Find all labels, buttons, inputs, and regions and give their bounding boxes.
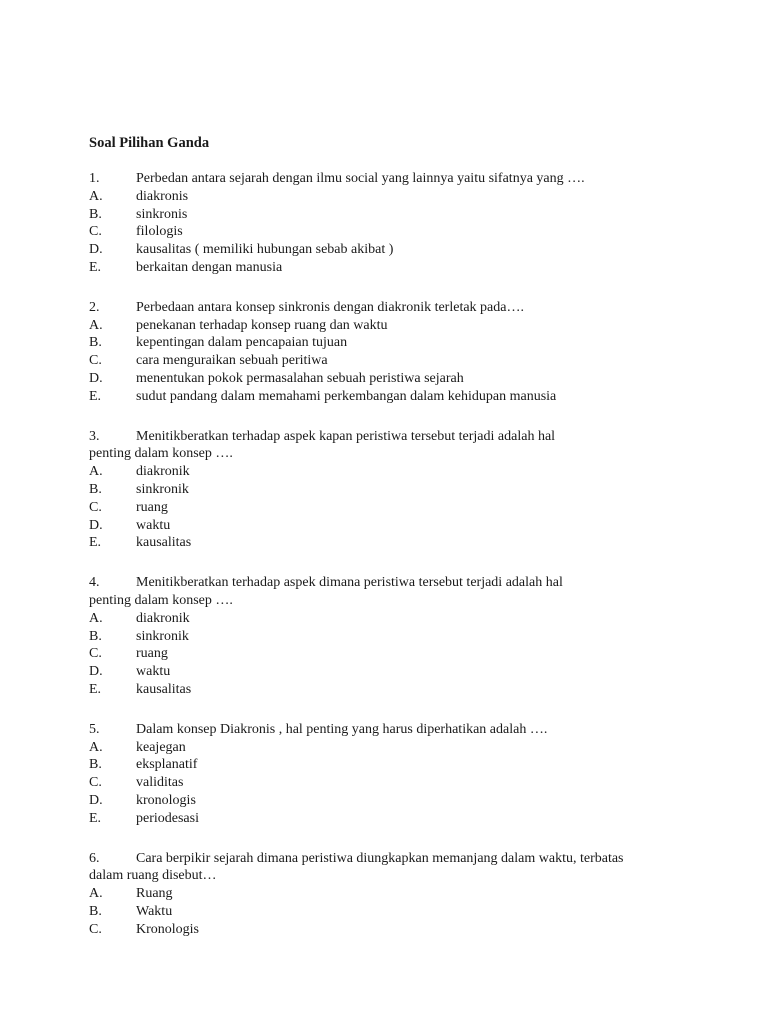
answer-option	[89, 534, 729, 552]
option-letter: E.	[89, 810, 102, 826]
question-text: Dalam konsep Diakronis , hal penting yang harus diperhatikan adalah ….	[136, 721, 548, 737]
answer-option	[89, 259, 729, 277]
question-stem	[89, 299, 729, 317]
answer-option	[89, 645, 729, 663]
question-number: 3.	[89, 428, 100, 444]
option-text: periodesasi	[136, 810, 199, 826]
option-letter: D.	[89, 242, 103, 258]
option-text: sudut pandang dalam memahami perkembangan dalam kehidupan manusia	[136, 388, 557, 404]
question-2	[89, 299, 729, 406]
question-text-continued: penting dalam konsep ….	[89, 446, 233, 462]
answer-option	[89, 774, 729, 792]
answer-option	[89, 334, 729, 352]
option-letter: A.	[89, 610, 103, 626]
question-6	[89, 850, 729, 939]
answer-option	[89, 206, 729, 224]
question-text-continued: dalam ruang disebut…	[89, 868, 217, 884]
answer-option	[89, 792, 729, 810]
option-text: kausalitas	[136, 535, 192, 551]
option-letter: C.	[89, 499, 102, 515]
option-letter: E.	[89, 259, 102, 275]
answer-option	[89, 903, 729, 921]
option-text: Ruang	[136, 886, 173, 902]
question-number: 5.	[89, 721, 100, 737]
option-text: waktu	[136, 664, 171, 680]
option-letter: D.	[89, 370, 103, 386]
option-letter: E.	[89, 535, 102, 551]
question-text-continued: penting dalam konsep ….	[89, 592, 233, 608]
option-letter: B.	[89, 206, 102, 222]
option-letter: E.	[89, 681, 102, 697]
option-text: keajegan	[136, 739, 186, 755]
option-text: validitas	[136, 775, 184, 791]
option-text: diakronik	[136, 464, 190, 480]
question-stem	[89, 574, 729, 592]
option-letter: B.	[89, 481, 102, 497]
option-text: eksplanatif	[136, 757, 198, 773]
option-text: diakronis	[136, 188, 189, 204]
question-stem	[89, 850, 729, 868]
option-letter: B.	[89, 628, 102, 644]
question-number: 2.	[89, 299, 100, 315]
answer-option	[89, 352, 729, 370]
document-page	[89, 130, 729, 938]
answer-option	[89, 499, 729, 517]
answer-option	[89, 628, 729, 646]
option-text: diakronik	[136, 610, 190, 626]
answer-option	[89, 317, 729, 335]
answer-option	[89, 756, 729, 774]
question-text: Menitikberatkan terhadap aspek dimana peristiwa tersebut terjadi adalah hal	[136, 575, 563, 591]
answer-option	[89, 885, 729, 903]
option-letter: A.	[89, 317, 103, 333]
option-letter: C.	[89, 353, 102, 369]
option-letter: B.	[89, 903, 102, 919]
option-text: filologis	[136, 224, 183, 240]
answer-option	[89, 921, 729, 939]
question-number: 4.	[89, 575, 100, 591]
option-letter: A.	[89, 188, 103, 204]
option-text: penekanan terhadap konsep ruang dan waktu	[136, 317, 388, 333]
question-stem	[89, 170, 729, 188]
option-letter: D.	[89, 517, 103, 533]
option-letter: C.	[89, 921, 102, 937]
question-stem	[89, 721, 729, 739]
option-text: Waktu	[136, 903, 173, 919]
option-text: kepentingan dalam pencapaian tujuan	[136, 335, 348, 351]
page-title: Soal Pilihan Ganda	[89, 135, 210, 151]
question-4	[89, 574, 729, 699]
question-5	[89, 721, 729, 828]
answer-option	[89, 810, 729, 828]
answer-option	[89, 463, 729, 481]
question-stem	[89, 428, 729, 446]
option-letter: C.	[89, 775, 102, 791]
answer-option	[89, 663, 729, 681]
question-number: 6.	[89, 850, 100, 866]
option-text: ruang	[136, 646, 168, 662]
option-letter: C.	[89, 646, 102, 662]
option-text: waktu	[136, 517, 171, 533]
option-text: sinkronik	[136, 481, 189, 497]
option-letter: C.	[89, 224, 102, 240]
option-letter: A.	[89, 739, 103, 755]
option-text: berkaitan dengan manusia	[136, 259, 283, 275]
option-letter: D.	[89, 792, 103, 808]
option-text: kausalitas	[136, 681, 192, 697]
answer-option	[89, 188, 729, 206]
question-list	[89, 170, 729, 938]
question-text: Menitikberatkan terhadap aspek kapan peristiwa tersebut terjadi adalah hal	[136, 428, 556, 444]
question-text: Perbedaan antara konsep sinkronis dengan diakronik terletak pada….	[136, 299, 524, 315]
answer-option	[89, 739, 729, 757]
answer-option	[89, 517, 729, 535]
option-letter: A.	[89, 464, 103, 480]
option-text: cara menguraikan sebuah peritiwa	[136, 353, 328, 369]
answer-option	[89, 681, 729, 699]
option-text: menentukan pokok permasalahan sebuah peristiwa sejarah	[136, 370, 464, 386]
option-letter: B.	[89, 335, 102, 351]
question-1	[89, 170, 729, 277]
answer-option	[89, 370, 729, 388]
answer-option	[89, 241, 729, 259]
option-text: sinkronik	[136, 628, 189, 644]
option-letter: D.	[89, 664, 103, 680]
question-text: Cara berpikir sejarah dimana peristiwa diungkapkan memanjang dalam waktu, terbatas	[136, 850, 624, 866]
option-text: ruang	[136, 499, 168, 515]
answer-option	[89, 610, 729, 628]
option-text: sinkronis	[136, 206, 188, 222]
answer-option	[89, 481, 729, 499]
question-number: 1.	[89, 171, 100, 186]
answer-option	[89, 223, 729, 241]
answer-option	[89, 388, 729, 406]
question-3	[89, 428, 729, 553]
option-letter: B.	[89, 757, 102, 773]
option-text: kronologis	[136, 792, 196, 808]
question-text: Perbedan antara sejarah dengan ilmu social yang lainnya yaitu sifatnya yang ….	[136, 171, 585, 186]
option-text: kausalitas ( memiliki hubungan sebab akibat )	[136, 242, 394, 258]
option-text: Kronologis	[136, 921, 199, 937]
option-letter: A.	[89, 886, 103, 902]
option-letter: E.	[89, 388, 102, 404]
